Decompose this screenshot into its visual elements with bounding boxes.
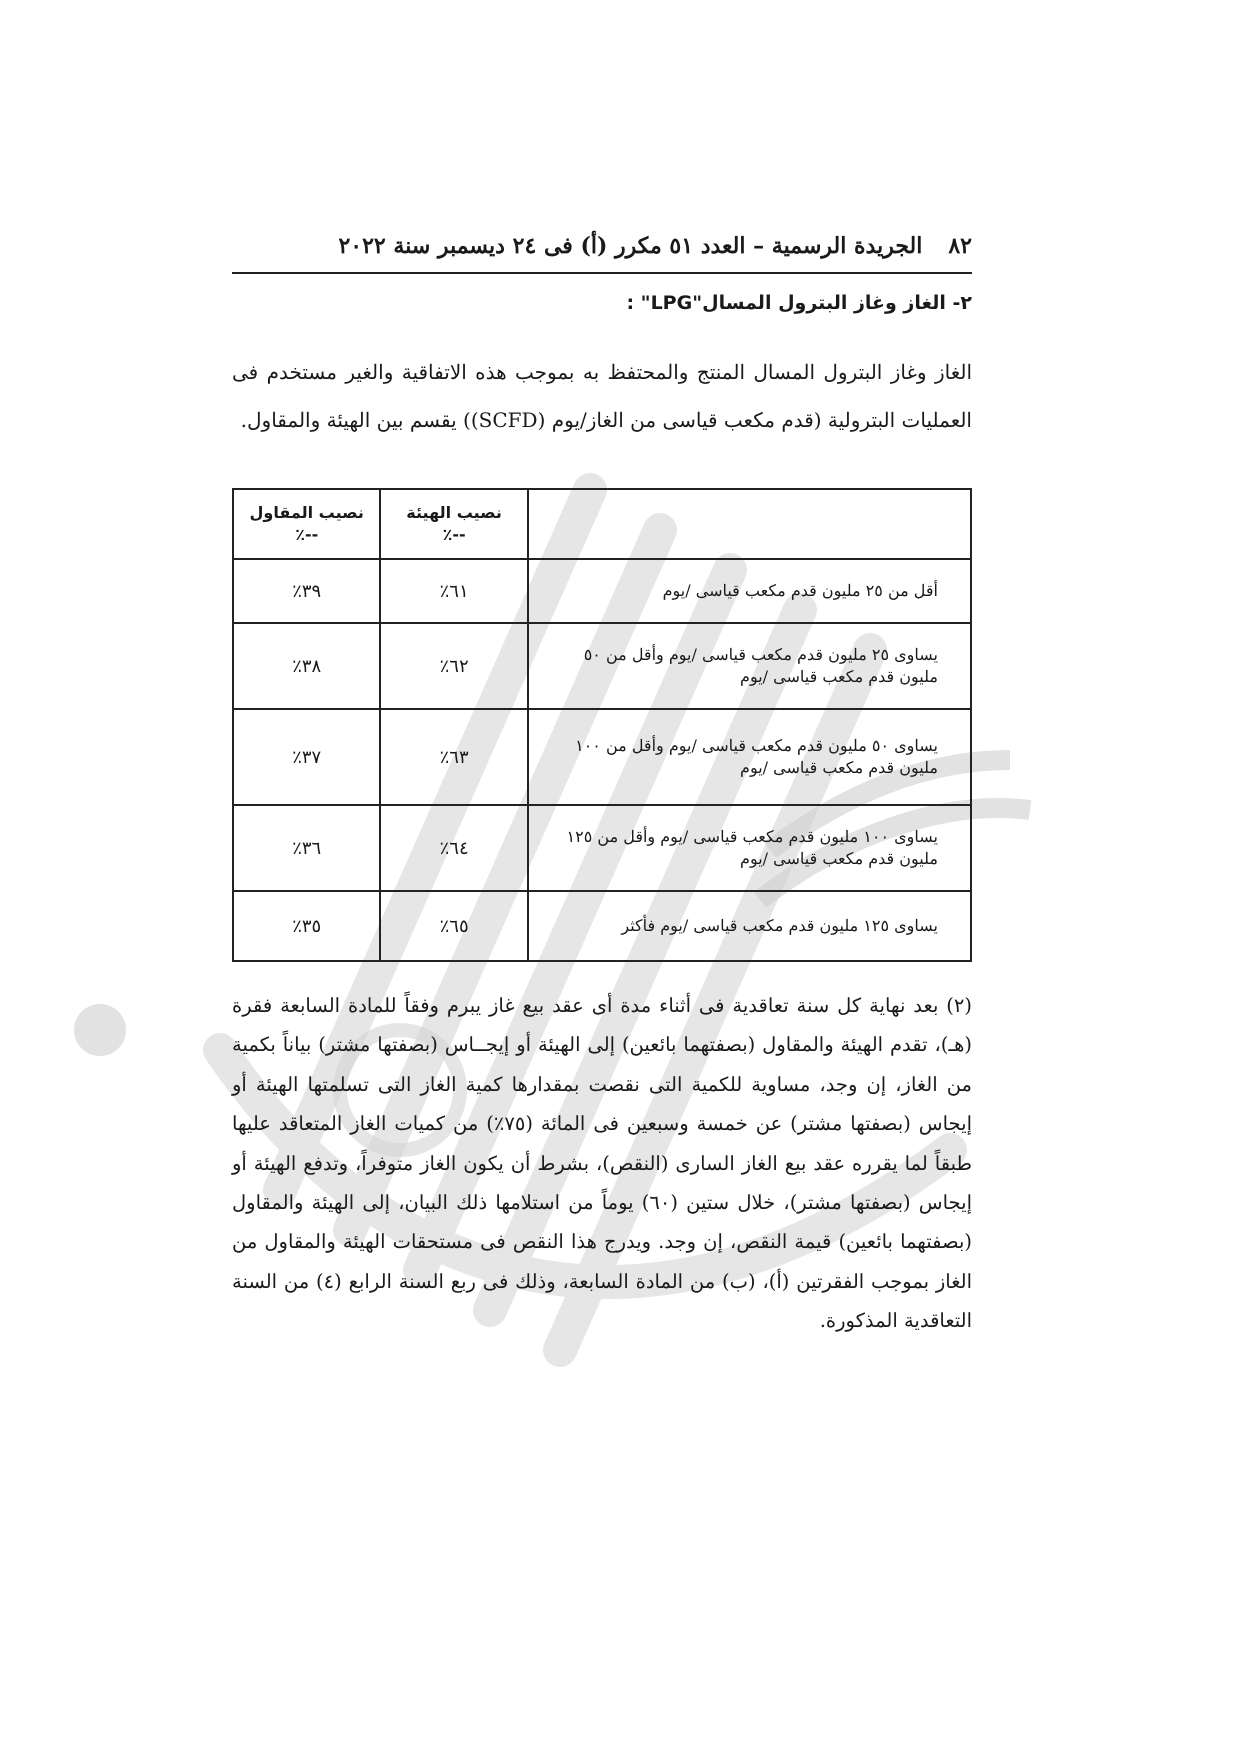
page-number: ٨٢ [948,233,972,259]
header-contractor-unit: --٪ [295,525,319,544]
paragraph-2: (٢) بعد نهاية كل سنة تعاقدية فى أثناء مدة أى عقد بيع غاز يبرم وفقاً للمادة السابعة فقرة (هـ)، تقدم الهيئة والمقاول (بصفتهما بائعين) إلى الهيئة أو إيجــاس (بصفتها مشتر) بياناً بكمية من الغاز، إن وجد، مساوية للكمية التى نقصت بمقدارها كمية الغاز التى تسلمتها الهيئة أو إيجاس (بصفتها مشتر) عن خمسة وسبعين فى المائة (٧٥٪) من كميات الغاز المتعاقد عليها طبقاً لما يقرره عقد بيع الغاز السارى (النقص)، بشرط أن يكون الغاز متوفراً، وتدفع الهيئة أو إيجاس (بصفتها مشتر)، خلال ستين (٦٠) يوماً من استلامها ذلك البيان، إلى الهيئة والمقاول (بصفتهما بائعين) قيمة النقص، إن وجد. ويدرج هذا النقص فى مستحقات الهيئة والمقاول من الغاز بموجب الفقرتين (أ)، (ب) من المادة السابعة، وذلك فى ربع السنة الرابع (٤) من السنة التعاقدية المذكورة. [232,994,972,1333]
gas-share-table [232,488,972,962]
page-header [232,226,972,266]
row-description: يساوى ٢٥ مليون قدم مكعب قياسى /يوم وأقل من ٥٠ مليون قدم مكعب قياسى /يوم [528,623,971,709]
row-authority-share: ٦٣٪ [380,709,527,805]
row-description: أقل من ٢٥ مليون قدم مكعب قياسى /يوم [528,559,971,623]
section-heading: ٢- الغاز وغاز البترول المسال"LPG" : [626,292,972,314]
row-contractor-share: ٣٧٪ [233,709,380,805]
header-contractor-share [233,489,380,559]
header-divider [232,272,972,274]
row-authority-share: ٦٥٪ [380,891,527,961]
table-row [233,559,971,623]
row-description: يساوى ١٠٠ مليون قدم مكعب قياسى /يوم وأقل من ١٢٥ مليون قدم مكعب قياسى /يوم [528,805,971,891]
table-row [233,805,971,891]
row-authority-share: ٦١٪ [380,559,527,623]
table-row [233,623,971,709]
header-authority-label: نصيب الهيئة [406,503,502,522]
table-header-row [233,489,971,559]
row-authority-share: ٦٢٪ [380,623,527,709]
row-contractor-share: ٣٦٪ [233,805,380,891]
row-description: يساوى ١٢٥ مليون قدم مكعب قياسى /يوم فأكثر [528,891,971,961]
row-authority-share: ٦٤٪ [380,805,527,891]
header-authority-share [380,489,527,559]
row-contractor-share: ٣٥٪ [233,891,380,961]
table-row [233,709,971,805]
header-authority-unit: --٪ [442,525,466,544]
row-description: يساوى ٥٠ مليون قدم مكعب قياسى /يوم وأقل من ١٠٠ مليون قدم مكعب قياسى /يوم [528,709,971,805]
row-contractor-share: ٣٩٪ [233,559,380,623]
header-description [528,489,971,559]
gazette-title: الجريدة الرسمية – العدد ٥١ مكرر (أ) فى ٢٤ ديسمبر سنة ٢٠٢٢ [338,233,923,259]
intro-paragraph: الغاز وغاز البترول المسال المنتج والمحتفظ به بموجب هذه الاتفاقية والغير مستخدم فى العمليات البترولية (قدم مكعب قياسى من الغاز/يوم (SCFD)) يقسم بين الهيئة والمقاول. [232,360,972,432]
row-contractor-share: ٣٨٪ [233,623,380,709]
table-row [233,891,971,961]
header-contractor-label: نصيب المقاول [249,503,364,522]
